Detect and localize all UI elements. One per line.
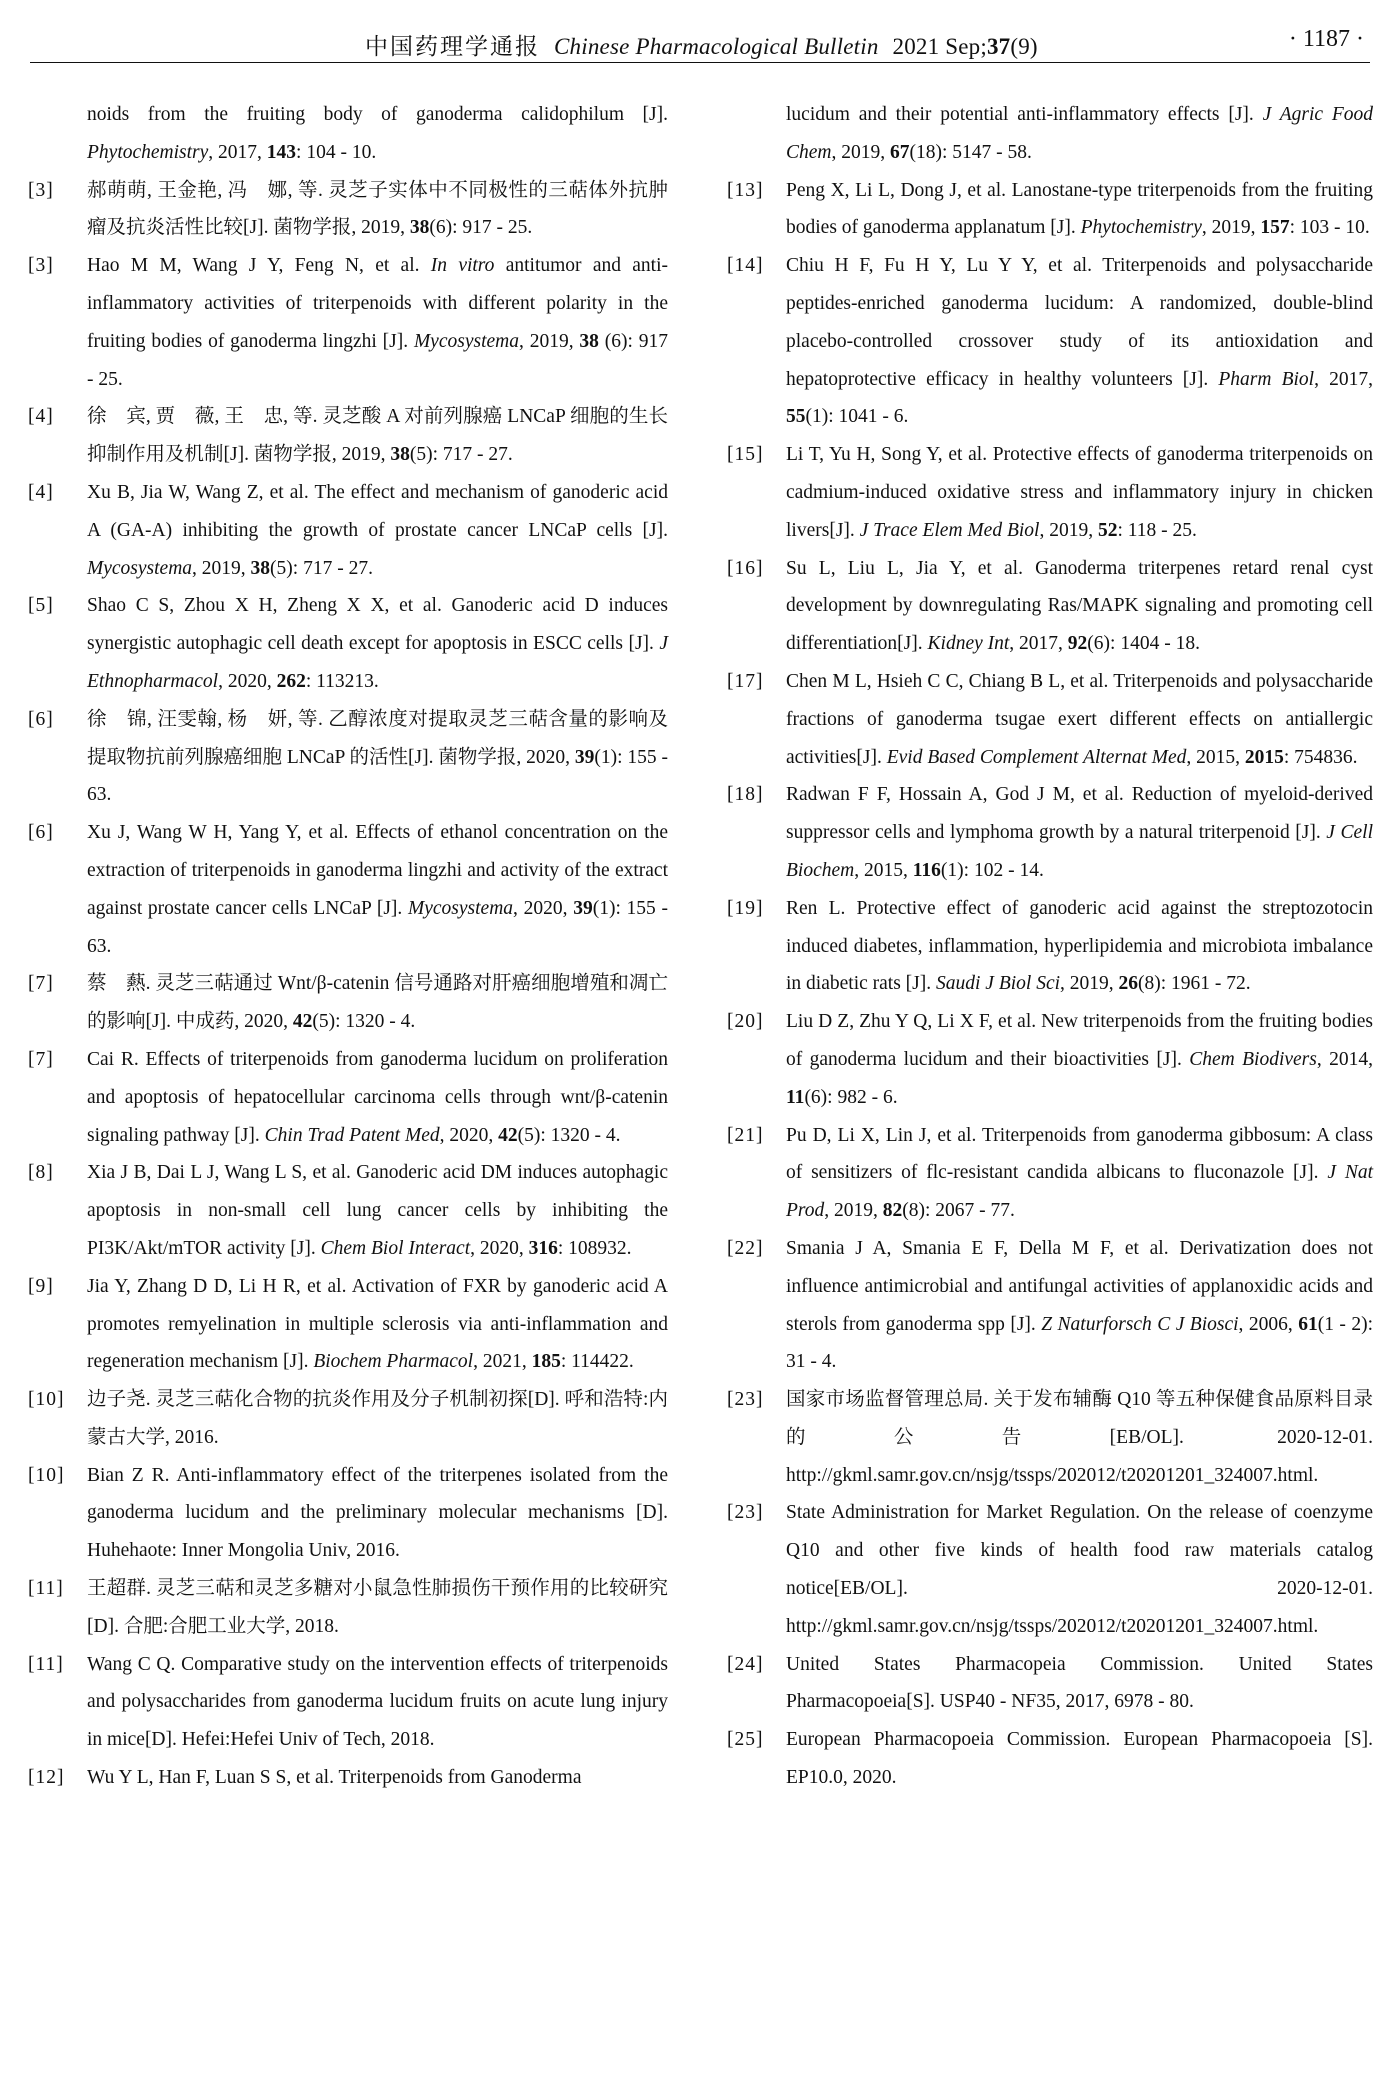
reference-text: Wang C Q. Comparative study on the intervention effects of triterpenoids and polysaccharides from ganoderma lucidum fruits on acute lung injury in mice[D]. Hefei:Hefei Univ of Tech, 2018. <box>87 1653 668 1751</box>
reference-body <box>786 1230 1373 1381</box>
reference-item <box>727 247 1373 436</box>
volume-number: 38 <box>579 330 599 352</box>
reference-text: , 2020, <box>470 1237 529 1259</box>
reference-number: [22] <box>727 1237 764 1259</box>
reference-text: , 2020, <box>513 897 574 919</box>
reference-text: Chen M L, Hsieh C C, Chiang B L, et al. Triterpenoids and polysaccharide fractions of ganoderma tsugae exert different effects on antiallergic activities[J]. <box>786 670 1373 768</box>
reference-item <box>727 550 1373 663</box>
volume-number: 37 <box>986 34 1011 59</box>
reference-item <box>727 1117 1373 1230</box>
reference-text: Bian Z R. Anti-inflammatory effect of the triterpenes isolated from the ganoderma lucidum and the preliminary molecular mechanisms [D]. Huhehaote: Inner Mongolia Univ, 2016. <box>87 1464 668 1562</box>
reference-text: : 113213. <box>305 670 379 692</box>
reference-text: , 2019, <box>831 141 890 163</box>
volume-number: 2015 <box>1244 746 1284 768</box>
reference-text: noids from the fruiting body of ganoderma calidophilum [J]. <box>87 104 668 125</box>
reference-item <box>28 1759 668 1797</box>
reference-text: Cai R. Effects of triterpenoids from ganoderma lucidum on proliferation and apoptosis of hepatocellular carcinoma cells through wnt/β-catenin signaling pathway [J]. <box>87 1048 668 1146</box>
reference-text: , 2019, <box>192 557 251 579</box>
reference-number: [13] <box>727 179 764 201</box>
reference-body <box>87 247 668 398</box>
reference-text: 郝萌萌, 王金艳, 冯 娜, 等. 灵芝子实体中不同极性的三萜体外抗肿瘤及抗炎活性比较[J]. 菌物学报, 2019, <box>87 179 668 239</box>
journal-name: Mycosystema <box>413 330 519 352</box>
reference-list <box>727 172 1373 1797</box>
volume-number: 42 <box>498 1124 518 1146</box>
reference-item <box>727 1003 1373 1116</box>
journal-name: Chin Trad Patent Med <box>264 1124 440 1146</box>
reference-number: [3] <box>28 179 54 201</box>
reference-item <box>28 1154 668 1267</box>
reference-text: Shao C S, Zhou X H, Zheng X X, et al. Ganoderic acid D induces synergistic autophagic cell death except for apoptosis in ESCC cells [J]. <box>87 595 668 655</box>
reference-body <box>786 663 1373 776</box>
reference-body <box>87 701 668 814</box>
reference-item <box>727 890 1373 1003</box>
reference-item <box>727 1230 1373 1381</box>
reference-item <box>727 172 1373 248</box>
journal-name: Phytochemistry <box>1080 217 1202 239</box>
reference-text: : 103 - 10. <box>1289 217 1370 239</box>
reference-column-left <box>28 96 668 1797</box>
reference-text: (6): 917 - 25. <box>429 217 533 239</box>
reference-text: , 2019, <box>824 1200 883 1222</box>
page-number: · 1187 · <box>1288 26 1364 52</box>
journal-name: Pharm Biol <box>1218 368 1315 390</box>
reference-number: [10] <box>28 1464 65 1486</box>
reference-number: [23] <box>727 1502 764 1524</box>
reference-body <box>87 474 668 587</box>
reference-body <box>87 1759 668 1797</box>
reference-item <box>28 1041 668 1154</box>
reference-item <box>28 1381 668 1457</box>
reference-text: (1): 155 - 63. <box>87 746 669 806</box>
volume-number: 11 <box>786 1086 805 1108</box>
reference-text: Chiu H F, Fu H Y, Lu Y Y, et al. Triterpenoids and polysaccharide peptides-enriched ganoderma lucidum: A randomized, double-blind placebo-controlled crossover study of its antioxidation and hepatoprotective efficacy in healthy volunteers [J]. <box>786 255 1373 390</box>
reference-body <box>87 1381 668 1457</box>
reference-body <box>87 1041 668 1154</box>
reference-item <box>28 247 668 398</box>
reference-body <box>786 247 1373 436</box>
reference-number: [21] <box>727 1124 764 1146</box>
reference-list <box>28 172 668 1797</box>
reference-text: 徐 锦, 汪雯翰, 杨 妍, 等. 乙醇浓度对提取灵芝三萜含量的影响及提取物抗前列腺癌细胞 LNCaP 的活性[J]. 菌物学报, 2020, <box>87 708 668 768</box>
reference-body <box>786 1381 1373 1494</box>
reference-number: [4] <box>28 481 54 503</box>
volume-number: 39 <box>573 897 593 919</box>
reference-text: , 2019, <box>1201 217 1261 239</box>
reference-text: , 2015, <box>1186 746 1245 768</box>
reference-item <box>28 172 668 248</box>
reference-body <box>87 814 668 965</box>
journal-title-en: Chinese Pharmacological Bulletin <box>554 34 879 59</box>
reference-number: [11] <box>28 1653 64 1675</box>
reference-text: : 114422. <box>560 1351 634 1373</box>
reference-item <box>28 474 668 587</box>
reference-number: [12] <box>28 1767 65 1789</box>
reference-item <box>28 398 668 474</box>
reference-number: [11] <box>28 1578 64 1600</box>
reference-number: [6] <box>28 708 54 730</box>
reference-text: (5): 1320 - 4. <box>312 1011 416 1033</box>
reference-number: [15] <box>727 444 764 466</box>
reference-text: (18): 5147 - 58. <box>909 141 1032 163</box>
volume-number: 52 <box>1097 519 1118 541</box>
reference-body <box>87 1457 668 1570</box>
reference-item <box>28 1457 668 1570</box>
reference-text: , 2017, <box>1314 368 1373 390</box>
reference-item <box>28 1268 668 1381</box>
reference-text: United States Pharmacopeia Commission. United States Pharmacopoeia[S]. USP40 - NF35, 2017, 6978 - 80. <box>786 1653 1373 1713</box>
reference-text: (6): 982 - 6. <box>804 1086 898 1108</box>
reference-number: [16] <box>727 557 764 579</box>
reference-continuation <box>28 96 668 172</box>
reference-text: (8): 2067 - 77. <box>902 1200 1015 1222</box>
reference-text: 蔡 爇. 灵芝三萜通过 Wnt/β-catenin 信号通路对肝癌细胞增殖和凋亡的影响[J]. 中成药, 2020, <box>87 973 668 1033</box>
reference-item <box>28 1570 668 1646</box>
reference-text: (5): 717 - 27. <box>270 557 373 579</box>
reference-text: , 2014, <box>1316 1048 1374 1070</box>
volume-number: 262 <box>276 670 306 692</box>
journal-name: J Ethnopharmacol <box>87 633 668 692</box>
reference-item <box>28 1646 668 1759</box>
reference-number: [19] <box>727 897 764 919</box>
reference-text: , 2017, <box>1009 633 1068 655</box>
reference-text: (6): 917 - 25. <box>87 330 669 390</box>
reference-number: [17] <box>727 670 764 692</box>
reference-text: lucidum and their potential anti-inflammatory effects [J]. <box>786 104 1263 125</box>
journal-name: Phytochemistry <box>87 141 209 163</box>
reference-text: : 118 - 25. <box>1117 519 1197 541</box>
reference-text: , 2020, <box>439 1124 499 1146</box>
volume-number: 42 <box>292 1011 313 1033</box>
reference-body <box>87 965 668 1041</box>
reference-item <box>727 663 1373 776</box>
volume-number: 143 <box>266 141 297 163</box>
volume-number: 61 <box>1298 1313 1318 1335</box>
reference-text: Pu D, Li X, Lin J, et al. Triterpenoids from ganoderma gibbosum: A class of sensitizers of flc-resistant candida albicans to fluconazole [J]. <box>786 1124 1373 1184</box>
reference-text: Li T, Yu H, Song Y, et al. Protective effects of ganoderma triterpenoids on cadmium-induced oxidative stress and inflammatory injury in chicken livers[J]. <box>786 444 1373 541</box>
reference-number: [7] <box>28 973 54 995</box>
reference-item <box>28 965 668 1041</box>
reference-body <box>87 1154 668 1267</box>
reference-text: (8): 1961 - 72. <box>1138 973 1251 995</box>
reference-number: [10] <box>28 1389 65 1411</box>
reference-item <box>727 1494 1373 1645</box>
reference-text: , 2019, <box>1060 973 1119 995</box>
reference-text: 国家市场监督管理总局. 关于发布辅酶 Q10 等五种保健食品原料目录的公告[EB/OL]. 2020-12-01. http://gkml.samr.gov.cn/nsjg/tssps/202012/t20201201_324007.html. <box>786 1389 1373 1486</box>
reference-text: : 754836. <box>1283 746 1358 768</box>
reference-body <box>786 890 1373 1003</box>
reference-column-right <box>727 96 1373 1797</box>
reference-text: 王超群. 灵芝三萜和灵芝多糖对小鼠急性肺损伤干预作用的比较研究[D]. 合肥:合肥工业大学, 2018. <box>87 1578 668 1637</box>
journal-name: Z Naturforsch C J Biosci <box>1041 1313 1239 1335</box>
journal-name: Kidney Int <box>927 633 1010 655</box>
journal-title-cn: 中国药理学通报 <box>365 34 540 59</box>
reference-text: (1): 155 - 63. <box>87 897 669 957</box>
journal-name: J Trace Elem Med Biol <box>859 519 1040 541</box>
reference-text: Liu D Z, Zhu Y Q, Li X F, et al. New triterpenoids from the fruiting bodies of ganoderma lucidum and their bioactivities [J]. <box>786 1011 1373 1070</box>
reference-number: [25] <box>727 1729 764 1751</box>
reference-item <box>727 436 1373 549</box>
running-header <box>30 22 1370 63</box>
reference-text: Su L, Liu L, Jia Y, et al. Ganoderma triterpenes retard renal cyst development by downregulating Ras/MAPK signaling and promoting cell differentiation[J]. <box>786 557 1373 655</box>
reference-text: : 104 - 10. <box>296 141 377 163</box>
reference-body <box>87 1570 668 1646</box>
reference-text: 边子尧. 灵芝三萜化合物的抗炎作用及分子机制初探[D]. 呼和浩特:内蒙古大学, 2016. <box>87 1389 668 1448</box>
reference-body <box>786 172 1373 248</box>
reference-text: antitumor and anti-inflammatory activities of triterpenoids with different polarity in the fruiting bodies of ganoderma lingzhi [J]. <box>87 255 668 352</box>
journal-name: Biochem Pharmacol <box>313 1351 474 1373</box>
journal-name: J Agric Food Chem <box>786 104 1373 163</box>
reference-text: , 2019, <box>1039 519 1098 541</box>
reference-number: [4] <box>28 406 54 428</box>
reference-text: Xu B, Jia W, Wang Z, et al. The effect and mechanism of ganoderic acid A (GA-A) inhibiting the growth of prostate cancer LNCaP cells [J]. <box>87 481 668 541</box>
reference-text: Peng X, Li L, Dong J, et al. Lanostane-type triterpenoids from the fruiting bodies of ganoderma applanatum [J]. <box>786 179 1373 239</box>
reference-text: , 2015, <box>854 859 913 881</box>
journal-header <box>365 28 1038 61</box>
reference-body <box>87 1268 668 1381</box>
reference-text: : 108932. <box>557 1237 632 1259</box>
issue-number: (9) <box>1010 34 1038 59</box>
journal-name: Chem Biol Interact <box>320 1237 471 1259</box>
reference-number: [9] <box>28 1275 54 1297</box>
reference-body <box>786 1721 1373 1797</box>
reference-item <box>28 701 668 814</box>
journal-name: In vitro <box>430 255 495 277</box>
reference-body <box>87 587 668 700</box>
reference-text: Wu Y L, Han F, Luan S S, et al. Triterpenoids from Ganoderma <box>87 1767 582 1789</box>
reference-text: , 2019, <box>518 330 580 352</box>
reference-number: [3] <box>28 255 54 277</box>
reference-number: [6] <box>28 822 54 844</box>
reference-text: , 2017, <box>208 141 267 163</box>
volume-number: 55 <box>786 406 806 428</box>
reference-text: European Pharmacopoeia Commission. European Pharmacopoeia [S]. EP10.0, 2020. <box>786 1729 1373 1789</box>
volume-number: 157 <box>1260 217 1290 239</box>
volume-number: 316 <box>528 1237 558 1259</box>
reference-item <box>727 1721 1373 1797</box>
volume-number: 185 <box>531 1351 561 1373</box>
journal-name: Saudi J Biol Sci <box>936 973 1061 995</box>
reference-text: (5): 717 - 27. <box>409 444 513 466</box>
reference-text: State Administration for Market Regulation. On the release of coenzyme Q10 and other five kinds of health food raw materials catalog notice[EB/OL]. 2020-12-01. http://gkml.samr.gov.cn/nsjg/tssps/202012/t20201201_324007.html. <box>786 1502 1373 1637</box>
volume-number: 92 <box>1067 633 1088 655</box>
reference-text: , 2020, <box>218 670 277 692</box>
reference-number: [8] <box>28 1162 54 1184</box>
journal-name: J Nat Prod <box>786 1162 1373 1222</box>
reference-body <box>786 1117 1373 1230</box>
volume-number: 38 <box>409 217 430 239</box>
reference-number: [24] <box>727 1653 764 1675</box>
reference-number: [5] <box>28 595 54 617</box>
journal-name: Evid Based Complement Alternat Med <box>886 746 1187 768</box>
reference-text: (1): 1041 - 6. <box>805 406 909 428</box>
reference-body <box>87 172 668 248</box>
reference-text: Ren L. Protective effect of ganoderic acid against the streptozotocin induced diabetes, inflammation, hyperlipidemia and microbiota imbalance in diabetic rats [J]. <box>786 897 1373 995</box>
reference-item <box>28 814 668 965</box>
reference-body <box>786 1494 1373 1645</box>
journal-name: J Cell Biochem <box>786 822 1373 881</box>
volume-number: 38 <box>250 557 271 579</box>
reference-body <box>786 1003 1373 1116</box>
issue-date: 2021 Sep; <box>892 34 987 59</box>
volume-number: 39 <box>574 746 595 768</box>
reference-body <box>786 776 1373 889</box>
reference-text: (5): 1320 - 4. <box>517 1124 621 1146</box>
volume-number: 26 <box>1118 973 1139 995</box>
reference-number: [7] <box>28 1048 54 1070</box>
reference-continuation <box>727 96 1373 172</box>
reference-text: , 2021, <box>473 1351 532 1373</box>
reference-text: Xu J, Wang W H, Yang Y, et al. Effects of ethanol concentration on the extraction of triterpenoids in ganoderma lingzhi and activity of the extract against prostate cancer cells LNCaP [J]. <box>87 822 668 919</box>
reference-text: Xia J B, Dai L J, Wang L S, et al. Ganoderic acid DM induces autophagic apoptosis in non-small cell lung cancer cells by inhibiting the PI3K/Akt/mTOR activity [J]. <box>87 1162 668 1259</box>
journal-name: Mycosystema <box>87 557 193 579</box>
volume-number: 116 <box>912 859 941 881</box>
reference-body <box>786 550 1373 663</box>
reference-body <box>87 398 668 474</box>
volume-number: 38 <box>390 444 410 466</box>
reference-text: Radwan F F, Hossain A, God J M, et al. Reduction of myeloid-derived suppressor cells and lymphoma growth by a natural triterpenoid [J]. <box>786 784 1373 844</box>
reference-body <box>786 436 1373 549</box>
reference-item <box>28 587 668 700</box>
journal-name: Mycosystema <box>408 897 514 919</box>
reference-number: [14] <box>727 255 764 277</box>
reference-text: (1): 102 - 14. <box>940 859 1044 881</box>
reference-body <box>87 1646 668 1759</box>
volume-number: 67 <box>890 141 910 163</box>
reference-number: [18] <box>727 784 764 806</box>
reference-text: Hao M M, Wang J Y, Feng N, et al. <box>87 255 431 277</box>
reference-item <box>727 776 1373 889</box>
reference-text: , 2006, <box>1238 1313 1299 1335</box>
reference-text: (1 - 2): 31 - 4. <box>786 1313 1374 1373</box>
journal-name: Chem Biodivers <box>1189 1048 1317 1070</box>
reference-text: Jia Y, Zhang D D, Li H R, et al. Activation of FXR by ganoderic acid A promotes remyelination in multiple sclerosis via anti-inflammation and regeneration mechanism [J]. <box>87 1275 668 1373</box>
reference-item <box>727 1646 1373 1722</box>
reference-body <box>786 1646 1373 1722</box>
reference-number: [23] <box>727 1389 764 1411</box>
reference-text: (6): 1404 - 18. <box>1087 633 1200 655</box>
reference-text: Smania J A, Smania E F, Della M F, et al. Derivatization does not influence antimicrobial and antifungal activities of applanoxidic acids and sterols from ganoderma spp [J]. <box>786 1237 1373 1335</box>
reference-item <box>727 1381 1373 1494</box>
reference-number: [20] <box>727 1011 764 1033</box>
volume-number: 82 <box>882 1200 903 1222</box>
reference-text: 徐 宾, 贾 薇, 王 忠, 等. 灵芝酸 A 对前列腺癌 LNCaP 细胞的生长抑制作用及机制[J]. 菌物学报, 2019, <box>87 406 668 466</box>
